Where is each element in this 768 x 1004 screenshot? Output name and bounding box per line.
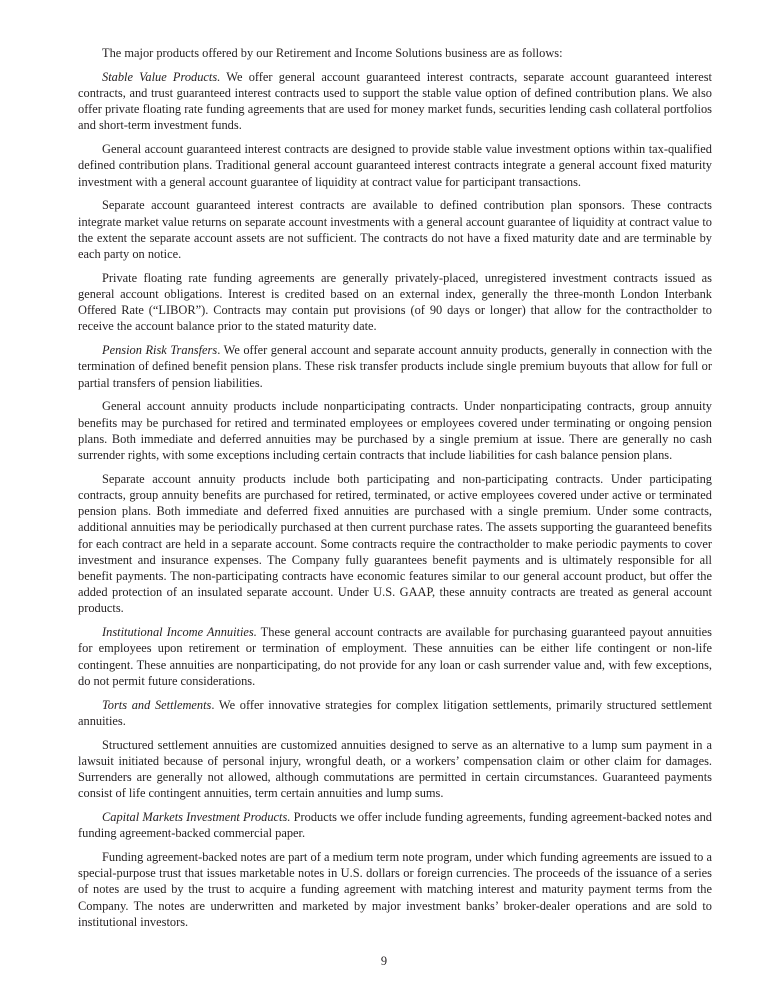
section-lead: Pension Risk Transfers xyxy=(102,343,218,358)
paragraph: General account guaranteed interest contracts are designed to provide stable value investment options within tax-qualified defined contribution plans. Traditional general account guaranteed interest contracts integrate a general account fixed maturity investment with a general account guarantee of liquidity at contract value for participant transactions. xyxy=(78,142,712,189)
paragraph-intro: The major products offered by our Retirement and Income Solutions business are as follows: xyxy=(102,46,563,60)
paragraph: Separate account guaranteed interest contracts are available to defined contribution plan sponsors. These contracts integrate market value returns on separate account investments with a general account guarantee of liquidity at contract value to the extent the separate account assets are not sufficient. The contracts do not have a fixed maturity date and are terminable by each party on notice. xyxy=(78,198,712,262)
paragraph-institutional-income-annuities: Institutional Income Annuities. These general account contracts are available for purchasing guaranteed payout annuities for employees upon retirement or termination of employment. These annuities can be either life contingent or non-life contingent. These annuities are nonparticipating, do not provide for any loan or cash surrender value and, with few exceptions, do not permit future considerations. xyxy=(78,625,712,688)
paragraph: General account annuity products include nonparticipating contracts. Under nonparticipating contracts, group annuity benefits may be purchased for retired and terminated employees or employees covered under terminating or ongoing pension plans. Both immediate and deferred annuities may be purchased by a single premium at issue. There are generally no cash surrender rights, with some exceptions including certain contracts that include liabilities for cash balance pension plans. xyxy=(78,399,712,463)
page-number: 9 xyxy=(380,954,388,968)
section-lead: Institutional Income Annuities. xyxy=(102,625,257,640)
paragraph-stable-value-products: Stable Value Products. We offer general account guaranteed interest contracts, separate account guaranteed interest contracts, and trust guaranteed interest contracts used to support the stable value option of defined contribution plans. We also offer private floating rate funding agreements that are used for money market funds, securities lending cash collateral portfolios and short-term investment funds. xyxy=(78,69,712,133)
section-lead: Capital Markets Investment Products. xyxy=(102,810,291,825)
section-lead: Torts and Settlements xyxy=(102,697,212,712)
paragraph: Separate account annuity products include both participating and non-participating contracts. Under participating contracts, group annuity benefits are purchased for retired, terminated, or active employees covered under active or terminated pension plans. Both immediate and deferred fixed annuities are purchased with a single premium. Under some contracts, additional annuities may be periodically purchased at then current purchase rates. The assets supporting the guaranteed benefits for each contract are held in a separate account. Some contracts require the contractholder to make periodic payments to cover investment and insurance expenses. The Company fully guarantees benefit payments and is ultimately responsible for all benefit payments. The non-participating contracts have economic features similar to our general account product, but offer the added protection of an insulated separate account. Under U.S. GAAP, these annuity contracts are treated as general account products. xyxy=(78,471,712,616)
document-body xyxy=(78,45,712,938)
paragraph: Structured settlement annuities are customized annuities designed to serve as an alternative to a lump sum payment in a lawsuit initiated because of personal injury, wrongful death, or a workers’ compensation claim or other claim for damages. Surrenders are generally not allowed, although commutations are permitted in certain circumstances. Guaranteed payments consist of life contingent annuities, term certain annuities and lump sums. xyxy=(78,737,712,801)
paragraph: Funding agreement-backed notes are part of a medium term note program, under which funding agreements are issued to a special-purpose trust that issues marketable notes in U.S. dollars or foreign currencies. The proceeds of the issuance of a series of notes are used by the trust to acquire a funding agreement with matching interest and maturity payment terms from the Company. The notes are underwritten and marketed by major investment banks’ broker-dealer operations and are sold to institutional investors. xyxy=(78,850,712,929)
paragraph-pension-risk-transfers: Pension Risk Transfers. We offer general account and separate account annuity products, generally in connection with the termination of defined benefit pension plans. These risk transfer products include single premium buyouts that allow for full or partial transfers of pension liabilities. xyxy=(78,343,712,390)
paragraph: Private floating rate funding agreements are generally privately-placed, unregistered investment contracts issued as general account obligations. Interest is credited based on an external index, generally the three-month London Interbank Offered Rate (“LIBOR”). Contracts may contain put provisions (of 90 days or longer) that allow for the contractholder to receive the account balance prior to the stated maturity date. xyxy=(78,270,712,334)
paragraph-capital-markets-investment-products: Capital Markets Investment Products. Products we offer include funding agreements, funding agreement-backed notes and funding agreement-backed commercial paper. xyxy=(78,810,712,841)
paragraph-torts-and-settlements: Torts and Settlements. We offer innovative strategies for complex litigation settlements, primarily structured settlement annuities. xyxy=(78,697,712,728)
section-lead: Stable Value Products. xyxy=(102,69,221,84)
